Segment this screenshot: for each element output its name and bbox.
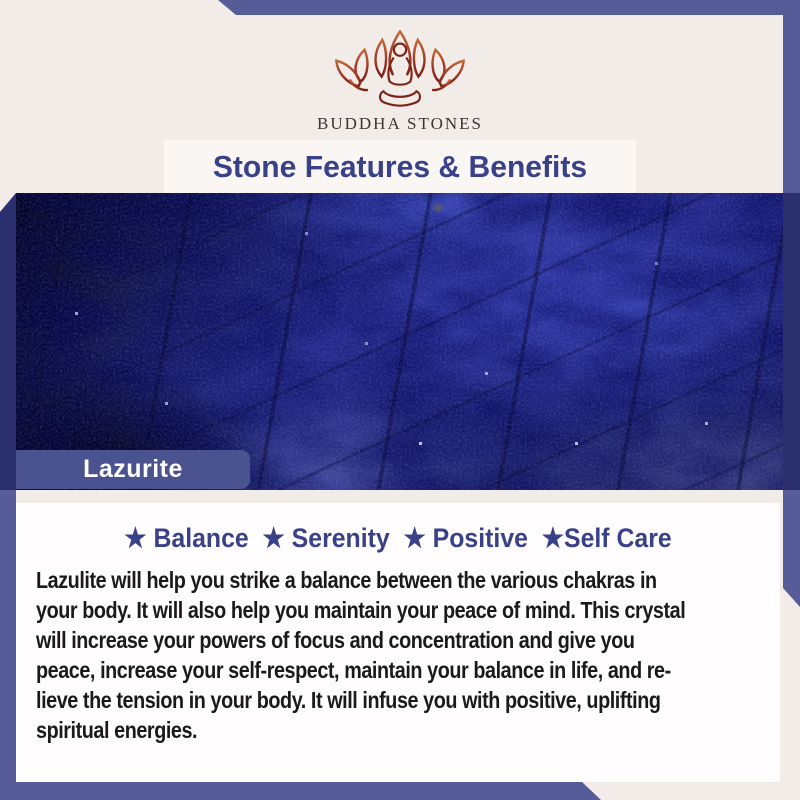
- description-line: Lazulite will help you strike a balance between the various chakras in: [36, 567, 657, 593]
- benefits-panel: [16, 503, 780, 782]
- description-line: peace, increase your self-respect, maintain your balance in life, and re-: [36, 657, 671, 683]
- frame-bottom-bar: [0, 782, 800, 800]
- description-line: your body. It will also help you maintain your peace of mind. This crystal: [36, 597, 686, 623]
- stone-photo: [16, 193, 783, 490]
- frame-left-bar-dark-segment: [0, 193, 16, 490]
- stone-description: [36, 565, 780, 745]
- lotus-meditation-icon: [318, 24, 482, 128]
- section-title-banner: [164, 140, 636, 193]
- description-line: will increase your powers of focus and concentration and give you: [36, 627, 635, 653]
- stone-texture-overlay: [16, 193, 783, 490]
- mineral-specks: [16, 193, 17, 194]
- description-line: spiritual energies.: [36, 717, 198, 743]
- frame-right-bar-dark-segment: [783, 193, 800, 490]
- stone-name-label: Lazurite: [83, 455, 183, 483]
- benefits-tagline: ★ Balance ★ Serenity ★ Positive ★Self Care: [124, 523, 672, 553]
- stone-name-ribbon: [16, 450, 250, 489]
- description-line: lieve the tension in your body. It will infuse you with positive, uplifting: [36, 687, 661, 713]
- brand-wordmark: BUDDHA STONES: [317, 114, 483, 133]
- frame-top-bar: [0, 0, 800, 15]
- page-title: Stone Features & Benefits: [212, 149, 588, 184]
